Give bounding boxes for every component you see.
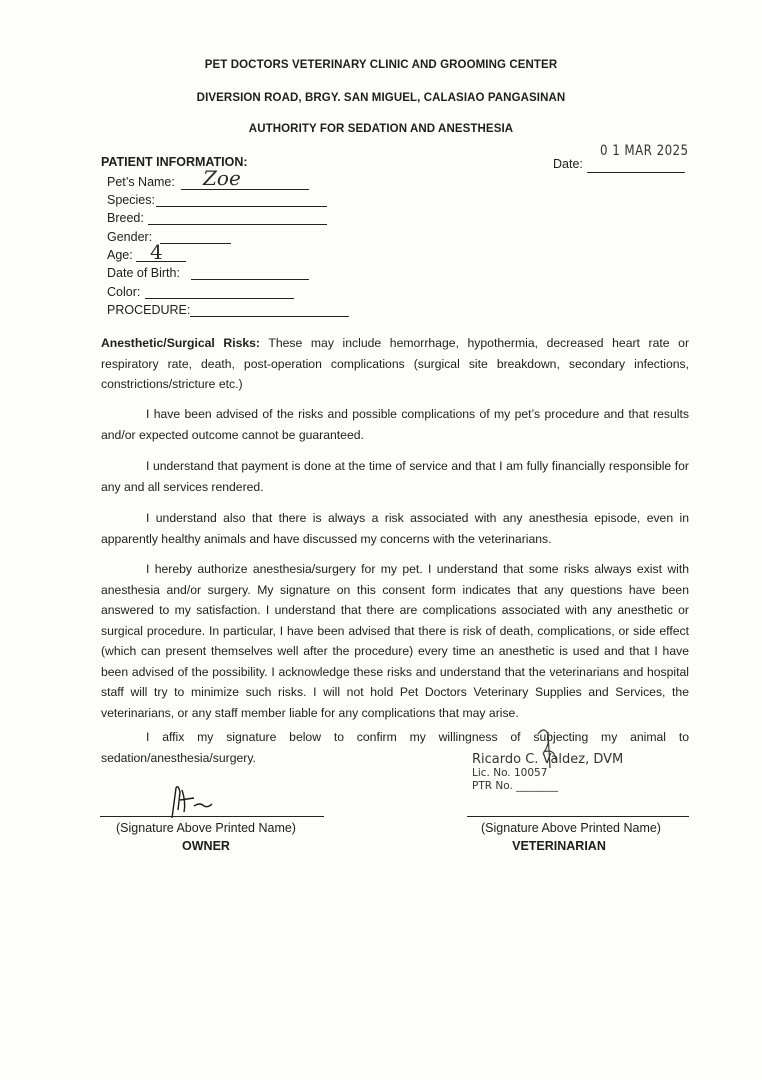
breed-line [148,224,327,225]
owner-signature [160,782,220,824]
gender-line [160,243,231,244]
vet-signature-scribble [530,722,570,772]
clinic-name: PET DOCTORS VETERINARY CLINIC AND GROOMING CENTER [204,59,558,71]
date-line [587,172,685,173]
form-title: AUTHORITY FOR SEDATION AND ANESTHESIA [248,123,514,135]
vet-stamp-license: Lic. No. 10057 [472,767,548,779]
dob-label: Date of Birth: [107,266,180,280]
pets-name-handwritten: Zoe [203,166,241,190]
age-handwritten: 4 [150,240,163,264]
species-line [156,206,327,207]
vet-role: VETERINARIAN [512,839,606,853]
risks-text: These may include hemorrhage, hypothermia, decreased heart rate or respiratory rate, death, post-operation complications (surgical site breakdown, secondary infections, constrictions/stricture etc.) [101,336,690,391]
paragraph-payment: I understand that payment is done at the time of service and that I am fully financially responsible for any and all services rendered. [101,459,689,494]
pets-name-line [181,189,309,190]
patient-info-title: PATIENT INFORMATION: [101,155,248,169]
paragraph-anesthesia-risk: I understand also that there is always a risk associated with any anesthesia episode, even in apparently healthy animals and have discussed my concerns with the veterinarians. [101,511,689,546]
date-label: Date: [553,157,583,171]
risks-paragraph [101,333,689,395]
age-label: Age: [107,248,133,262]
vet-signature-line [467,816,689,817]
species-label: Species: [107,193,155,207]
procedure-line [190,316,349,317]
vet-stamp-ptr: PTR No. ________ [472,780,559,792]
owner-signature-caption: (Signature Above Printed Name) [116,821,296,835]
gender-label: Gender: [107,230,153,244]
date-stamp: 0 1 MAR 2025 [600,143,689,159]
vet-signature-caption: (Signature Above Printed Name) [481,821,661,835]
vet-stamp-name: Ricardo C. Valdez, DVM [472,752,624,767]
color-line [145,298,294,299]
breed-label: Breed: [107,211,144,225]
paragraph-authorization: I hereby authorize anesthesia/surgery for my pet. I understand that some risks always exist with anesthesia and/or surgery. My signature on this consent form indicates that any questions have been answered to my satisfaction. I understand that there are complications associated with any anesthetic or surgical procedure. In particular, I have been advised that there is risk of death, complications, or side effect (which can present themselves well after the procedure) every time an anesthetic is used and that I have been advised of the possibility. I acknowledge these risks and understand that the veterinarians and hospital staff will try to minimize such risks. I will not hold Pet Doctors Veterinary Supplies and Services, the veterinarians, or any staff member liable for any complications that may arise. [101,562,689,720]
dob-line [191,279,309,280]
procedure-label: PROCEDURE: [107,303,191,317]
paragraph-advised-risks: I have been advised of the risks and possible complications of my pet’s procedure and that results and/or expected outcome cannot be guaranteed. [101,407,689,442]
color-label: Color: [107,285,141,299]
owner-role: OWNER [182,839,230,853]
pets-name-label: Pet’s Name: [107,175,175,189]
paragraph-affix-signature: I affix my signature below to confirm my willingness of subjecting my animal to sedation/anesthesia/surgery. [101,730,689,765]
risks-heading: Anesthetic/Surgical Risks: [101,336,260,350]
owner-signature-line [100,816,324,817]
clinic-address: DIVERSION ROAD, BRGY. SAN MIGUEL, CALASIAO PANGASINAN [196,92,566,104]
